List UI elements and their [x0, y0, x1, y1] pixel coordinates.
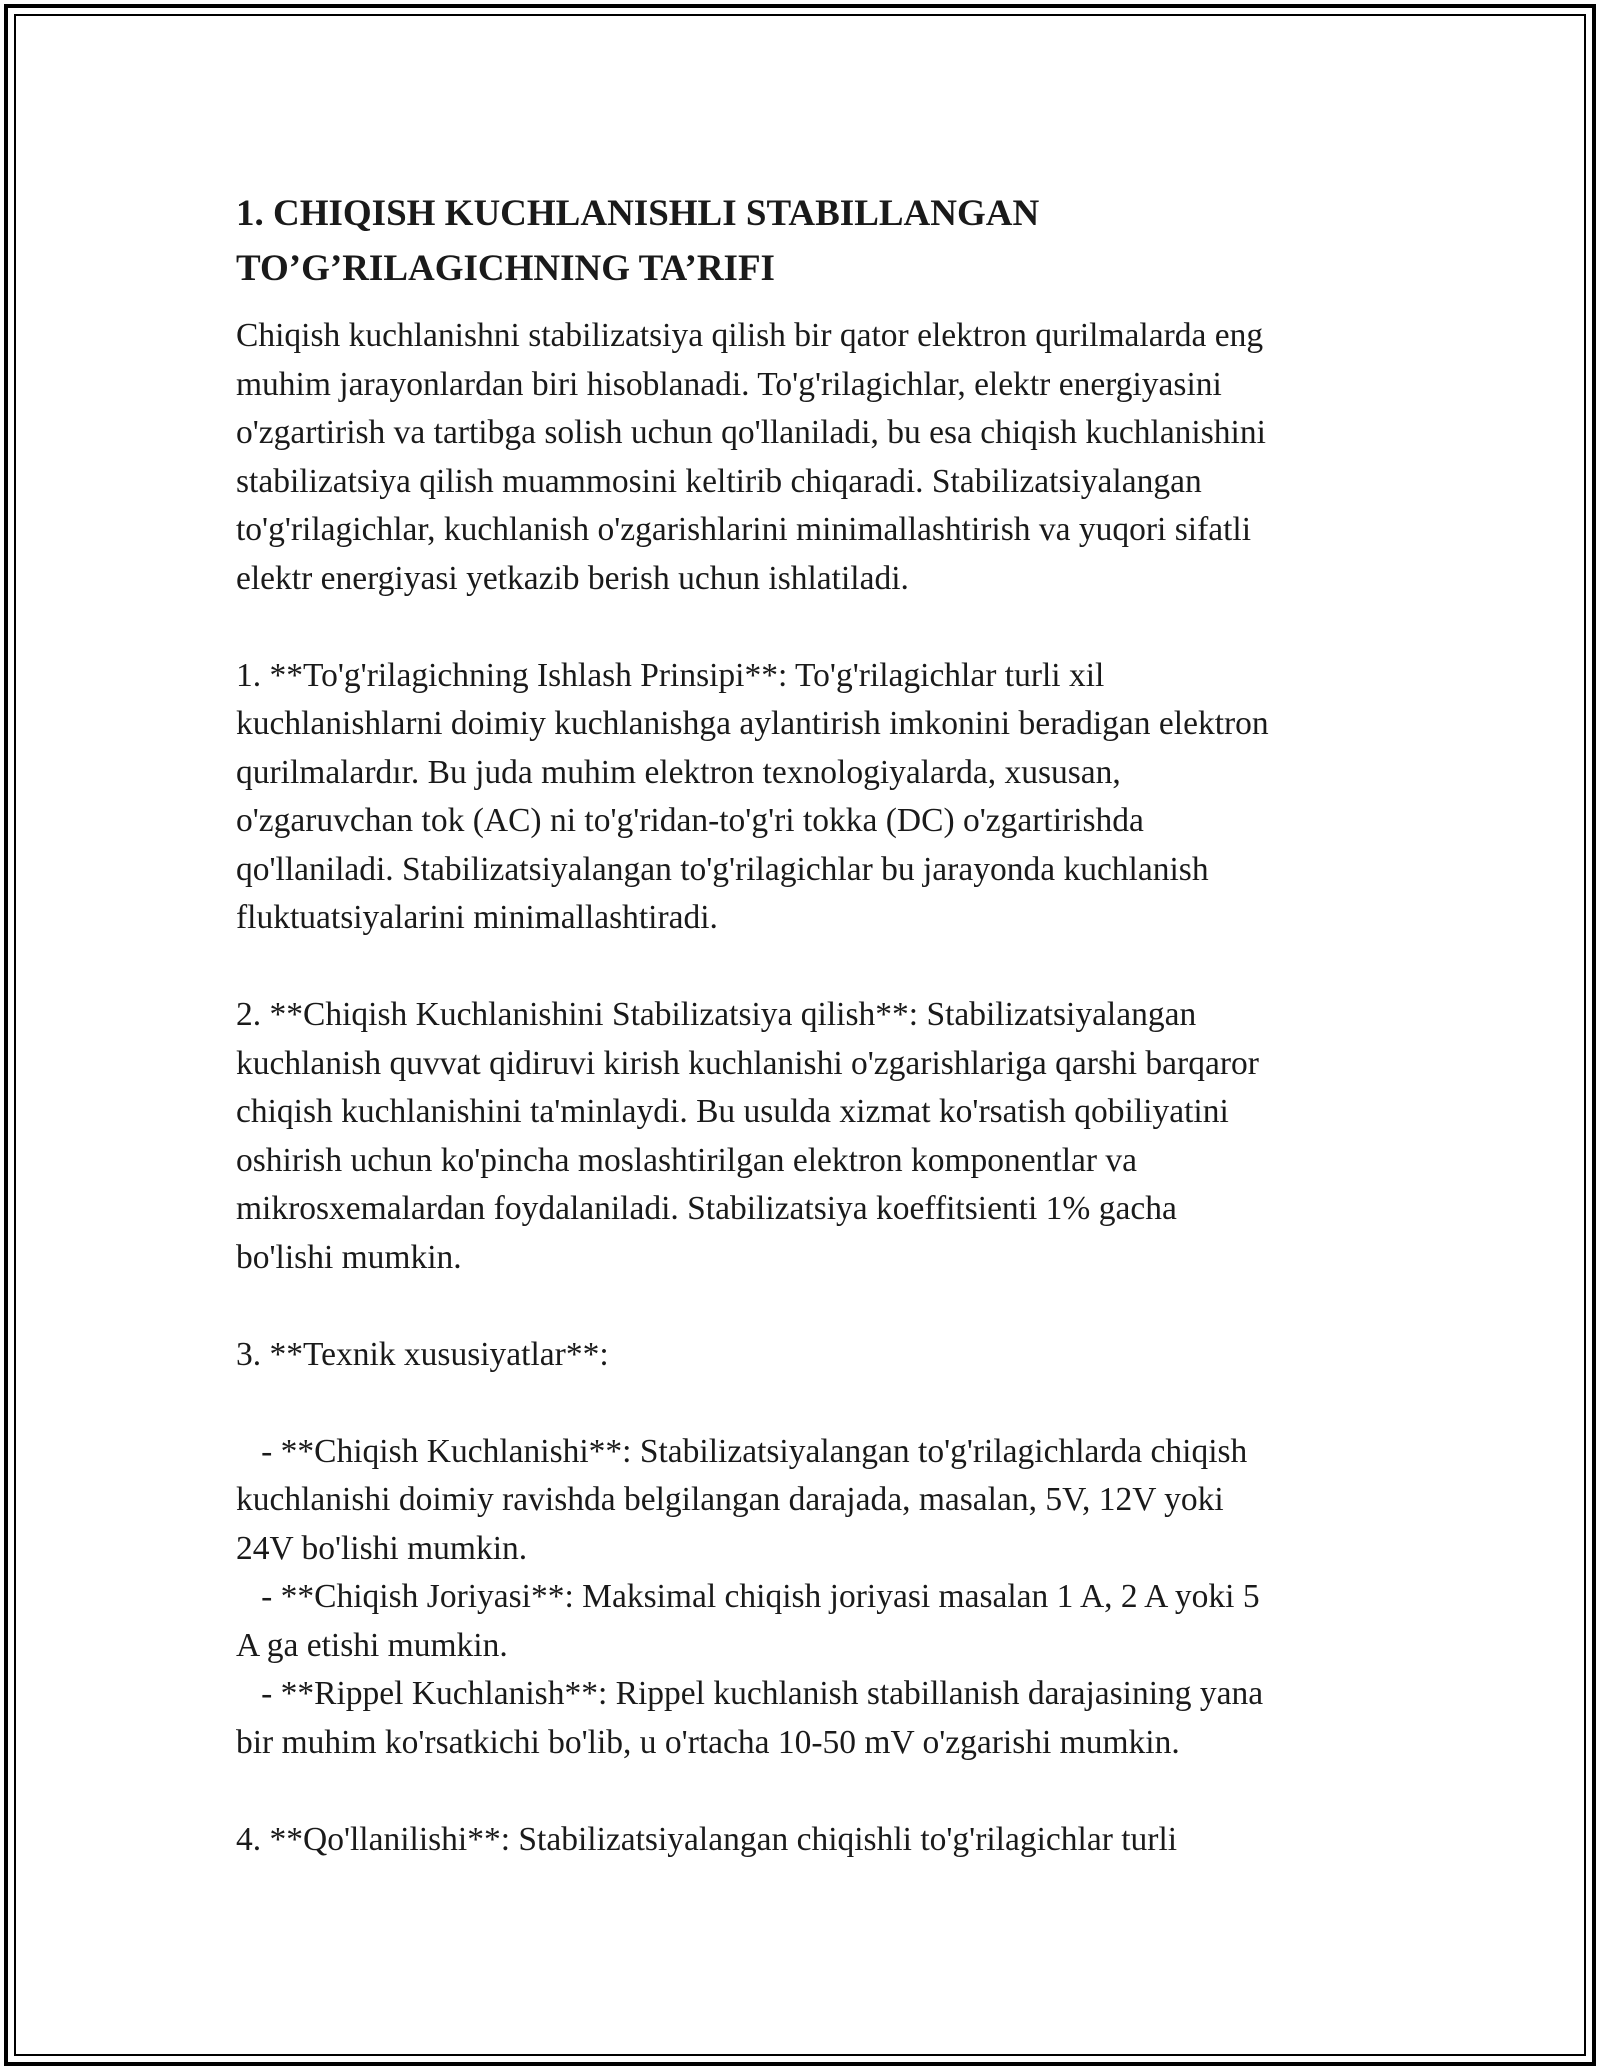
paragraph-line: kuchlanish quvvat qidiruvi kirish kuchlanishi o'zgarishlariga qarshi barqaror: [236, 1044, 1259, 1082]
paragraph-line: stabilizatsiya qilish muammosini keltirib chiqaradi. Stabilizatsiyalangan: [236, 462, 1202, 500]
paragraph-line: 2. **Chiqish Kuchlanishini Stabilizatsiya qilish**: Stabilizatsiyalangan: [236, 996, 1197, 1033]
paragraph-line: Chiqish kuchlanishni stabilizatsiya qilish bir qator elektron qurilmalarda eng: [236, 317, 1264, 354]
body-paragraph: [236, 1331, 1376, 1380]
paragraph-list: [236, 312, 1376, 1864]
body-paragraph: [236, 652, 1376, 943]
body-paragraph: [236, 991, 1376, 1282]
body-paragraph: [236, 312, 1376, 603]
paragraph-line: qurilmalardır. Bu juda muhim elektron texnologiyalarda, xususan,: [236, 753, 1121, 791]
paragraph-line: to'g'rilagichlar, kuchlanish o'zgarishlarini minimallashtirish va yuqori sifatli: [236, 511, 1252, 548]
section-title: [236, 186, 1376, 296]
paragraph-line: bo'lishi mumkin.: [236, 1238, 462, 1276]
document-body: [236, 186, 1376, 1913]
paragraph-line: kuchlanishlarni doimiy kuchlanishga aylantirish imkonini beradigan elektron: [236, 705, 1269, 742]
paragraph-line: mikrosxemalardan foydalaniladi. Stabilizatsiya koeffitsienti 1% gacha: [236, 1190, 1177, 1227]
paragraph-line: kuchlanishi doimiy ravishda belgilangan darajada, masalan, 5V, 12V yoki: [236, 1481, 1224, 1518]
paragraph-line: - **Rippel Kuchlanish**: Rippel kuchlanish stabillanish darajasining yana: [236, 1675, 1264, 1712]
paragraph-line: 4. **Qo'llanilishi**: Stabilizatsiyalangan chiqishli to'g'rilagichlar turli: [236, 1820, 1178, 1858]
paragraph-line: o'zgaruvchan tok (AC) ni to'g'ridan-to'g'ri tokka (DC) o'zgartirishda: [236, 802, 1144, 839]
paragraph-line: qo'llaniladi. Stabilizatsiyalangan to'g'rilagichlar bu jarayonda kuchlanish: [236, 850, 1209, 888]
paragraph-line: o'zgartirish va tartibga solish uchun qo'llaniladi, bu esa chiqish kuchlanishini: [236, 414, 1266, 451]
paragraph-line: A ga etishi mumkin.: [236, 1626, 508, 1664]
paragraph-line: 3. **Texnik xususiyatlar**:: [236, 1335, 609, 1373]
paragraph-line: muhim jarayonlardan biri hisoblanadi. To'g'rilagichlar, elektr energiyasini: [236, 365, 1222, 403]
paragraph-line: 24V bo'lishi mumkin.: [236, 1529, 528, 1567]
paragraph-line: fluktuatsiyalarini minimallashtiradi.: [236, 899, 718, 936]
paragraph-line: 1. **To'g'rilagichning Ishlash Prinsipi**: To'g'rilagichlar turli xil: [236, 656, 1105, 694]
body-paragraph: [236, 1816, 1376, 1865]
paragraph-line: bir muhim ko'rsatkichi bo'lib, u o'rtacha 10-50 mV o'zgarishi mumkin.: [236, 1723, 1180, 1761]
section-title-line: TO’G’RILAGICHNING TA’RIFI: [236, 248, 775, 289]
paragraph-line: chiqish kuchlanishini ta'minlaydi. Bu usulda xizmat ko'rsatish qobiliyatini: [236, 1093, 1229, 1130]
paragraph-line: elektr energiyasi yetkazib berish uchun ishlatiladi.: [236, 559, 909, 597]
section-title-line: 1. CHIQISH KUCHLANISHLI STABILLANGAN: [236, 193, 1040, 234]
paragraph-line: oshirish uchun ko'pincha moslashtirilgan elektron komponentlar va: [236, 1141, 1138, 1179]
paragraph-line: - **Chiqish Joriyasi**: Maksimal chiqish joriyasi masalan 1 A, 2 A yoki 5: [236, 1578, 1260, 1615]
body-paragraph: [236, 1428, 1376, 1768]
paragraph-line: - **Chiqish Kuchlanishi**: Stabilizatsiyalangan to'g'rilagichlarda chiqish: [236, 1432, 1248, 1470]
